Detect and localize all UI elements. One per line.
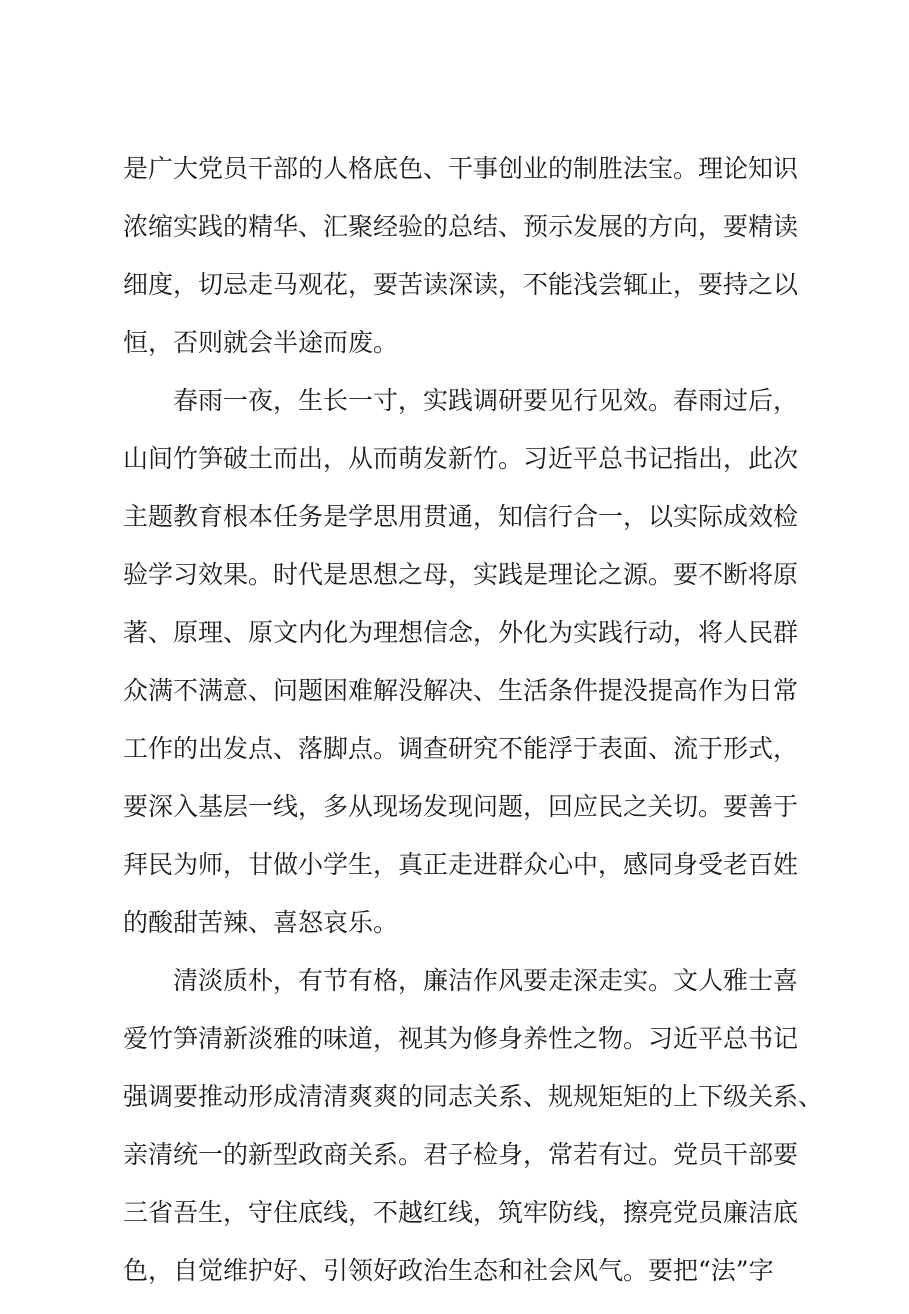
text-line: 清淡质朴，有节有格，廉洁作风要走深走实。文人雅士喜	[173, 966, 799, 995]
text-line: 主题教育根本任务是学思用贯通，知信行合一，以实际成效检	[123, 502, 799, 531]
text-line: 是广大党员干部的人格底色、干事创业的制胜法宝。理论知识	[123, 154, 799, 183]
text-line: 工作的出发点、落脚点。调查研究不能浮于表面、流于形式，	[123, 734, 799, 763]
paragraph-2	[123, 386, 823, 938]
text-line: 恒，否则就会半途而废。	[123, 328, 399, 357]
text-line: 细度，切忌走马观花，要苦读深读，不能浅尝辄止，要持之以	[123, 270, 799, 299]
text-line: 要深入基层一线，多从现场发现问题，回应民之关切。要善于	[123, 792, 799, 821]
text-line: 三省吾生，守住底线，不越红线，筑牢防线，擦亮党员廉洁底	[123, 1198, 799, 1227]
text-line: 春雨一夜，生长一寸，实践调研要见行见效。春雨过后，	[173, 386, 799, 415]
text-line: 著、原理、原文内化为理想信念，外化为实践行动，将人民群	[123, 618, 799, 647]
text-line: 浓缩实践的精华、汇聚经验的总结、预示发展的方向，要精读	[123, 212, 799, 241]
text-line: 色，自觉维护好、引领好政治生态和社会风气。要把“法”字	[123, 1256, 774, 1285]
document-body	[123, 154, 823, 1314]
text-line: 的酸甜苦辣、喜怒哀乐。	[123, 908, 399, 937]
text-line: 山间竹笋破土而出，从而萌发新竹。习近平总书记指出，此次	[123, 444, 799, 473]
text-line: 强调要推动形成清清爽爽的同志关系、规规矩矩的上下级关系、	[123, 1082, 824, 1111]
text-line: 爱竹笋清新淡雅的味道，视其为修身养性之物。习近平总书记	[123, 1024, 799, 1053]
text-line: 亲清统一的新型政商关系。君子检身，常若有过。党员干部要	[123, 1140, 799, 1169]
text-line: 拜民为师，甘做小学生，真正走进群众心中，感同身受老百姓	[123, 850, 799, 879]
text-line: 验学习效果。时代是思想之母，实践是理论之源。要不断将原	[123, 560, 799, 589]
paragraph-3	[123, 966, 823, 1286]
paragraph-1	[123, 154, 823, 358]
text-line: 众满不满意、问题困难解没解决、生活条件提没提高作为日常	[123, 676, 799, 705]
